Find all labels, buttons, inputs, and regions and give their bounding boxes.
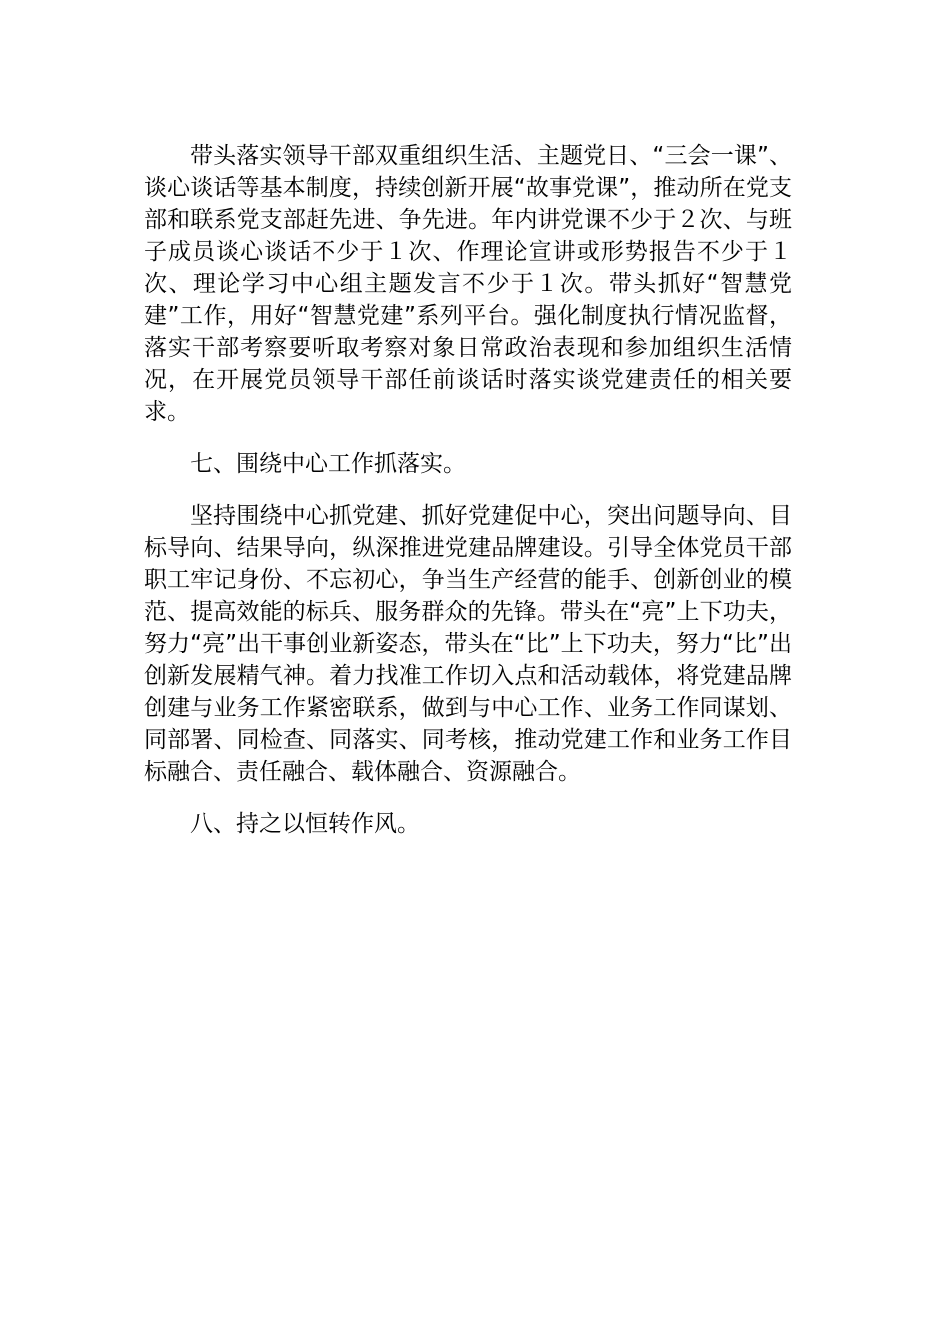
section-heading-eight: 八、持之以恒转作风。 xyxy=(190,811,420,837)
document-page xyxy=(144,140,792,860)
section-heading-seven: 七、围绕中心工作抓落实。 xyxy=(190,451,466,477)
paragraph-center-work: 坚持围绕中心抓党建、抓好党建促中心，突出问题导向、目标导向、结果导向，纵深推进党建品牌建设。引导全体党员干部职工牢记身份、不忘初心，争当生产经营的能手、创新创业的模范、提高效能的标兵、服务群众的先锋。带头在“亮”上下功夫，努力“亮”出干事创业新姿态，带头在“比”上下功夫，努力“比”出创新发展精气神。着力找准工作切入点和活动载体，将党建品牌创建与业务工作紧密联系，做到与中心工作、业务工作同谋划、同部署、同检查、同落实、同考核，推动党建工作和业务工作目标融合、责任融合、载体融合、资源融合。 xyxy=(144,503,792,785)
paragraph-party-life-system: 带头落实领导干部双重组织生活、主题党日、“三会一课”、谈心谈话等基本制度，持续创新开展“故事党课”，推动所在党支部和联系党支部赶先进、争先进。年内讲党课不少于２次、与班子成员谈心谈话不少于１次、作理论宣讲或形势报告不少于１次、理论学习中心组主题发言不少于１次。带头抓好“智慧党建”工作，用好“智慧党建”系列平台。强化制度执行情况监督，落实干部考察要听取考察对象日常政治表现和参加组织生活情况，在开展党员领导干部任前谈话时落实谈党建责任的相关要求。 xyxy=(144,143,792,425)
